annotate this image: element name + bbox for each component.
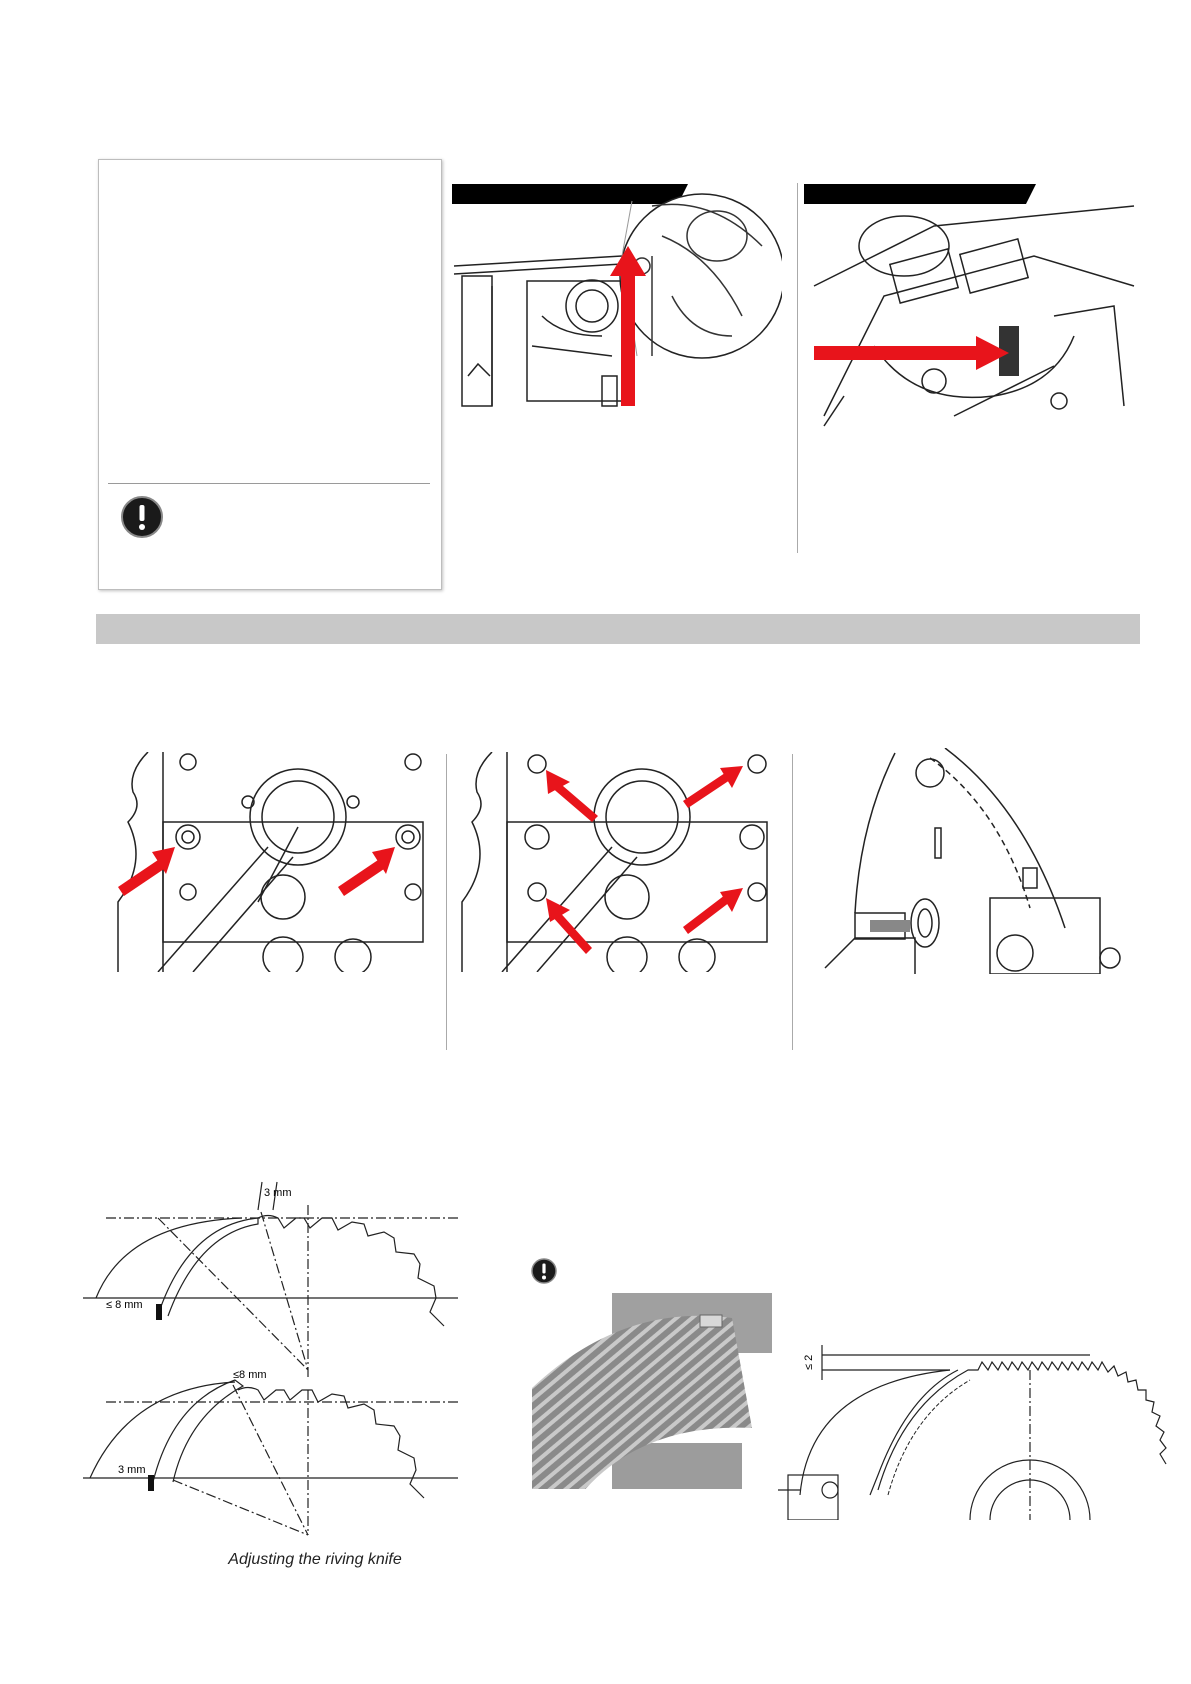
notice-divider	[108, 483, 430, 484]
blade-gap-diagram	[770, 1340, 1190, 1520]
warning-icon	[120, 495, 164, 539]
figure-divider-3	[792, 754, 793, 1050]
dim-label-top-2: ≤8 mm	[233, 1369, 267, 1381]
section-header-band	[96, 614, 1140, 644]
figure-riving-knife-bolts-remove	[452, 752, 782, 972]
figure-divider-2	[446, 754, 447, 1050]
figure-caption: Adjusting the riving knife	[228, 1551, 402, 1568]
figure-table-saw-side-view	[452, 176, 782, 456]
figure-divider	[797, 183, 798, 553]
dim-label-top-1: 3 mm	[264, 1187, 292, 1199]
gap-dim-label: ≤ 2	[803, 1354, 815, 1370]
figure-saw-interior-view	[804, 176, 1144, 456]
warning-icon-small	[530, 1257, 558, 1285]
riving-knife-adjustment-diagram	[78, 1180, 488, 1540]
dust-hose-photo	[532, 1293, 772, 1489]
dim-label-side-2: 3 mm	[118, 1464, 146, 1476]
dim-label-side-1: ≤ 8 mm	[106, 1299, 143, 1311]
figure-blade-flange	[815, 748, 1135, 974]
figure-riving-knife-bolts-loosen	[108, 752, 438, 972]
